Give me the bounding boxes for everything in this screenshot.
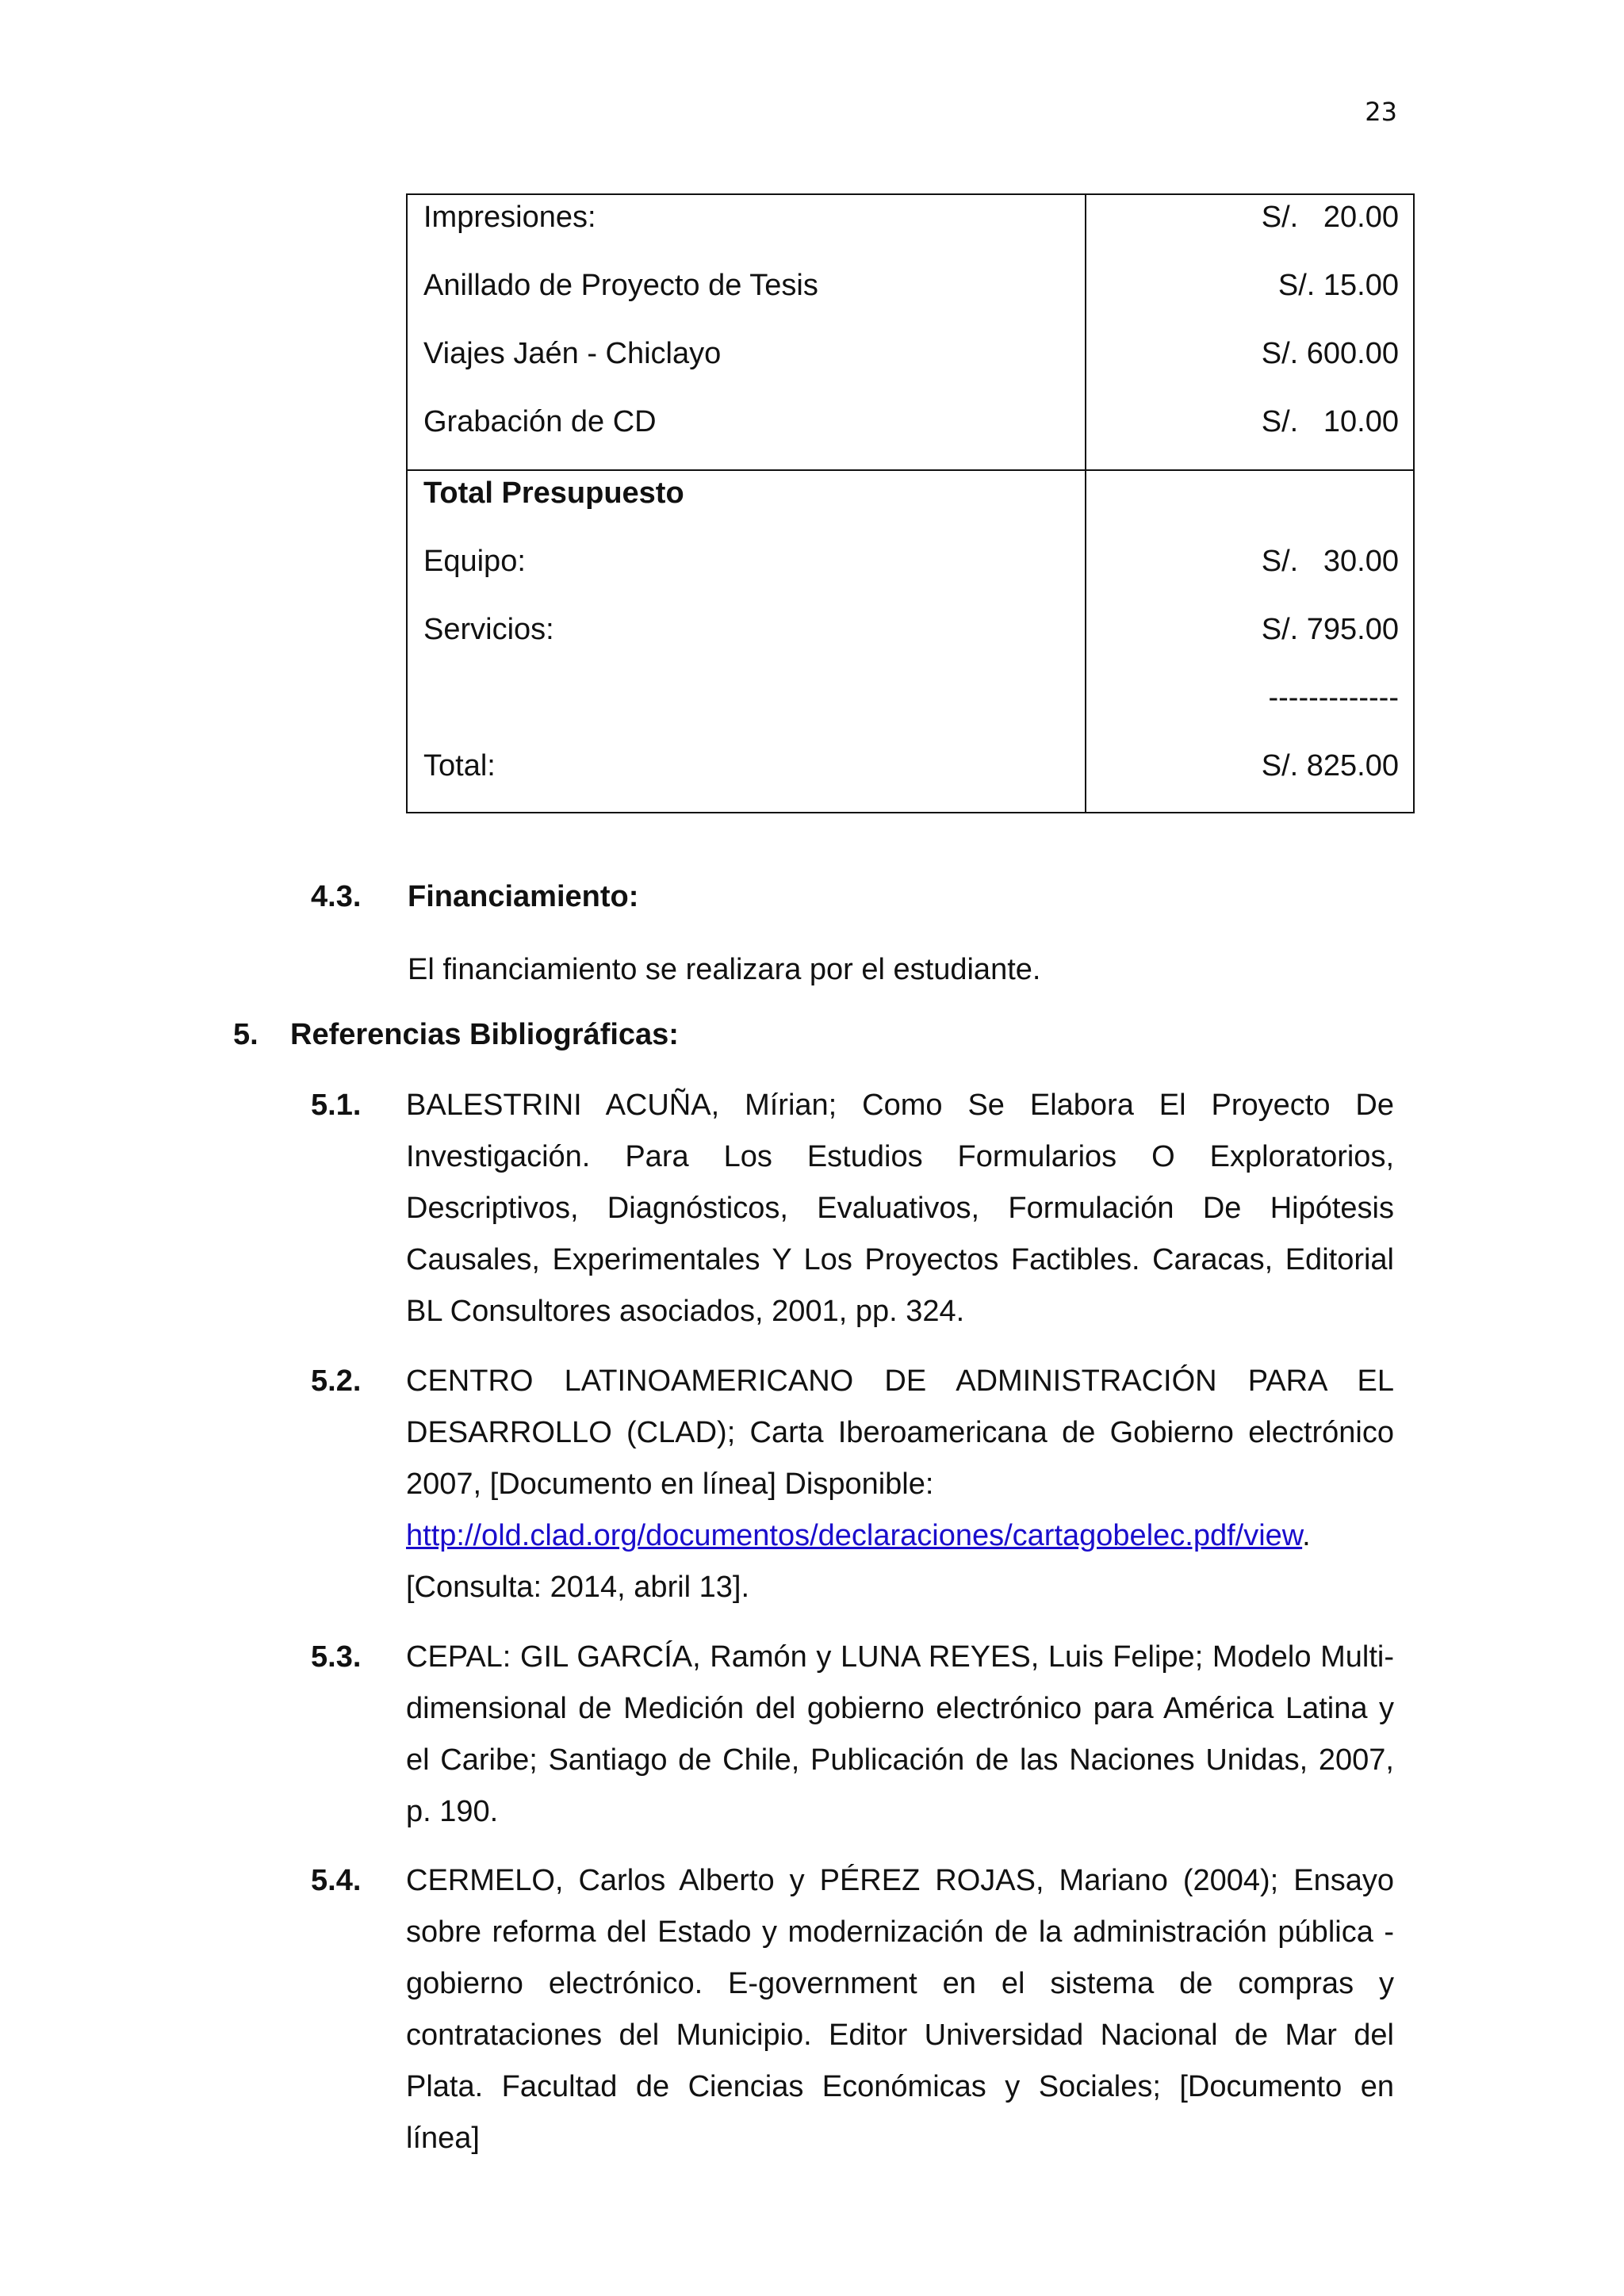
table-cell — [1086, 470, 1414, 813]
section-text: El financiamiento se realizara por el estudiante. — [408, 953, 1041, 986]
budget-item-label: Total: — [423, 749, 496, 783]
table-cell — [407, 194, 1086, 470]
reference-text: CERMELO, Carlos Alberto y PÉREZ ROJAS, Mariano (2004); Ensayo sobre reforma del Estado y modernización de la administración pública - gobierno electrónico. E-government en el sistema de compras y contrataciones del Municipio. Editor Universidad Nacional de Mar del Plata. Facultad de Ciencias Económicas y Sociales; [Documento en línea] — [406, 1864, 1394, 2155]
budget-item-label: Impresiones: — [423, 201, 596, 234]
section-number: 4.3. — [311, 880, 362, 913]
reference-number: 5.4. — [311, 1864, 362, 1897]
budget-item-label: Viajes Jaén - Chiclayo — [423, 337, 722, 370]
reference-number: 5.3. — [311, 1640, 362, 1674]
table-cell — [407, 470, 1086, 813]
reference-text: BALESTRINI ACUÑA, Mírian; Como Se Elabora El Proyecto De Investigación. Para Los Estudios Formularios O Exploratorios, Descriptivos, Diagnósticos, Evaluativos, Formulación De Hipótesis Causales, Experimentales Y Los Proyectos Factibles. Caracas, Editorial BL Consultores asociados, 2001, pp. 324. — [406, 1089, 1394, 1328]
budget-item-label: Servicios: — [423, 613, 554, 646]
table-cell — [1086, 194, 1414, 470]
table-row — [407, 470, 1414, 813]
budget-item-label: Anillado de Proyecto de Tesis — [423, 269, 818, 302]
reference-text: [Consulta: 2014, abril 13]. — [406, 1571, 750, 1604]
page-number: 23 — [1365, 97, 1397, 127]
reference-text: CEPAL: GIL GARCÍA, Ramón y LUNA REYES, Luis Felipe; Modelo Multi-dimensional de Medición del gobierno electrónico para América Latina y el Caribe; Santiago de Chile, Publicación de las Naciones Unidas, 2007, p. 190. — [406, 1640, 1394, 1828]
reference-text: CENTRO LATINOAMERICANO DE ADMINISTRACIÓN PARA EL DESARROLLO (CLAD); Carta Iberoamericana de Gobierno electrónico 2007, [Documento en línea] Disponible: — [406, 1364, 1394, 1501]
budget-item-amount: S/. 600.00 — [1261, 337, 1399, 370]
section-title: Financiamiento: — [408, 880, 639, 913]
budget-item-label — [408, 675, 1085, 744]
budget-item-amount: S/. 10.00 — [1261, 405, 1399, 438]
table-row — [407, 194, 1414, 470]
budget-total-amount: S/. 825.00 — [1261, 749, 1399, 783]
reference-text: . — [1302, 1519, 1311, 1552]
budget-item-amount: S/. 795.00 — [1261, 613, 1399, 646]
budget-item-amount: S/. 30.00 — [1261, 545, 1399, 578]
budget-item-label: Grabación de CD — [423, 405, 657, 438]
reference-number: 5.2. — [311, 1364, 362, 1398]
budget-item-amount: S/. 20.00 — [1261, 201, 1399, 234]
budget-item-label: Equipo: — [423, 545, 526, 578]
reference-link[interactable]: http://old.clad.org/documentos/declaraciones/cartagobelec.pdf/view — [406, 1519, 1303, 1552]
budget-item-amount — [1086, 471, 1413, 539]
budget-table — [406, 193, 1415, 813]
reference-number: 5.1. — [311, 1089, 362, 1122]
section-number: 5. — [233, 1018, 259, 1051]
budget-separator: ------------- — [1268, 681, 1399, 714]
reference-item — [406, 1356, 1394, 1613]
total-budget-title: Total Presupuesto — [423, 476, 684, 510]
budget-item-amount: S/. 15.00 — [1277, 269, 1399, 302]
section-title: Referencias Bibliográficas: — [290, 1018, 679, 1051]
